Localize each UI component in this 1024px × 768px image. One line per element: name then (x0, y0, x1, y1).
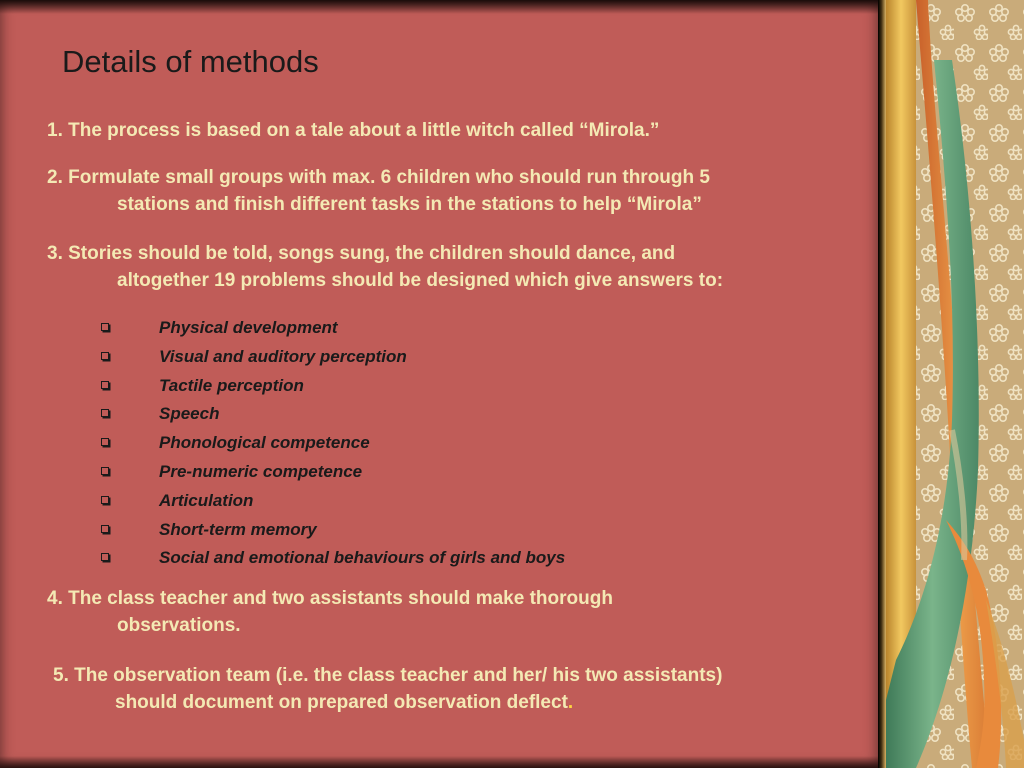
square-bullet-icon (101, 438, 109, 446)
method-item-4-line1: 4. The class teacher and two assistants should make thorough (47, 588, 613, 609)
square-bullet-icon (101, 553, 109, 561)
square-bullet-icon (101, 409, 109, 417)
method-item-2 (47, 164, 710, 218)
topic-label: Visual and auditory perception (159, 346, 407, 366)
method-item-3-line2: altogether 19 problems should be designed which give answers to: (117, 270, 724, 291)
method-item-1 (47, 117, 659, 144)
method-item-4 (47, 585, 613, 639)
topic-label: Short-term memory (159, 519, 317, 539)
method-item-5-period: . (567, 692, 574, 713)
square-bullet-icon (101, 496, 109, 504)
method-item-5-line2-text: should document on prepared observation deflect (115, 692, 568, 713)
topic-label: Pre-numeric competence (159, 461, 363, 481)
topic-label: Physical development (159, 318, 338, 337)
topic-label: Tactile perception (159, 375, 304, 395)
square-bullet-icon (101, 525, 109, 533)
topic-label: Social and emotional behaviours of girls and boys (159, 548, 566, 568)
method-item-2-line2: stations and finish different tasks in the stations to help “Mirola” (117, 194, 702, 215)
topic-label: Phonological competence (159, 433, 370, 453)
square-bullet-icon (101, 467, 109, 475)
square-bullet-icon (101, 323, 109, 331)
square-bullet-icon (101, 381, 109, 389)
method-item-3 (47, 240, 723, 294)
method-item-5 (53, 662, 722, 716)
method-item-2-line1: 2. Formulate small groups with max. 6 children who should run through 5 (47, 167, 710, 188)
topic-label: Speech (159, 404, 220, 424)
method-item-5-line1: 5. The observation team (i.e. the class teacher and her/ his two assistants) (53, 665, 723, 686)
slide-title: Details of methods (62, 44, 319, 79)
topic-label: Articulation (159, 490, 254, 510)
method-item-4-line2: observations. (117, 615, 241, 636)
floral-ribbon-illustration (886, 0, 1024, 768)
method-item-1-text: 1. The process is based on a tale about a little witch called “Mirola.” (47, 120, 660, 141)
method-item-5-line2 (53, 689, 722, 716)
panel-divider (878, 0, 886, 768)
decorative-side-panel (886, 0, 1024, 768)
method-item-3-line1: 3. Stories should be told, songs sung, the children should dance, and (47, 243, 676, 264)
square-bullet-icon (101, 352, 109, 360)
